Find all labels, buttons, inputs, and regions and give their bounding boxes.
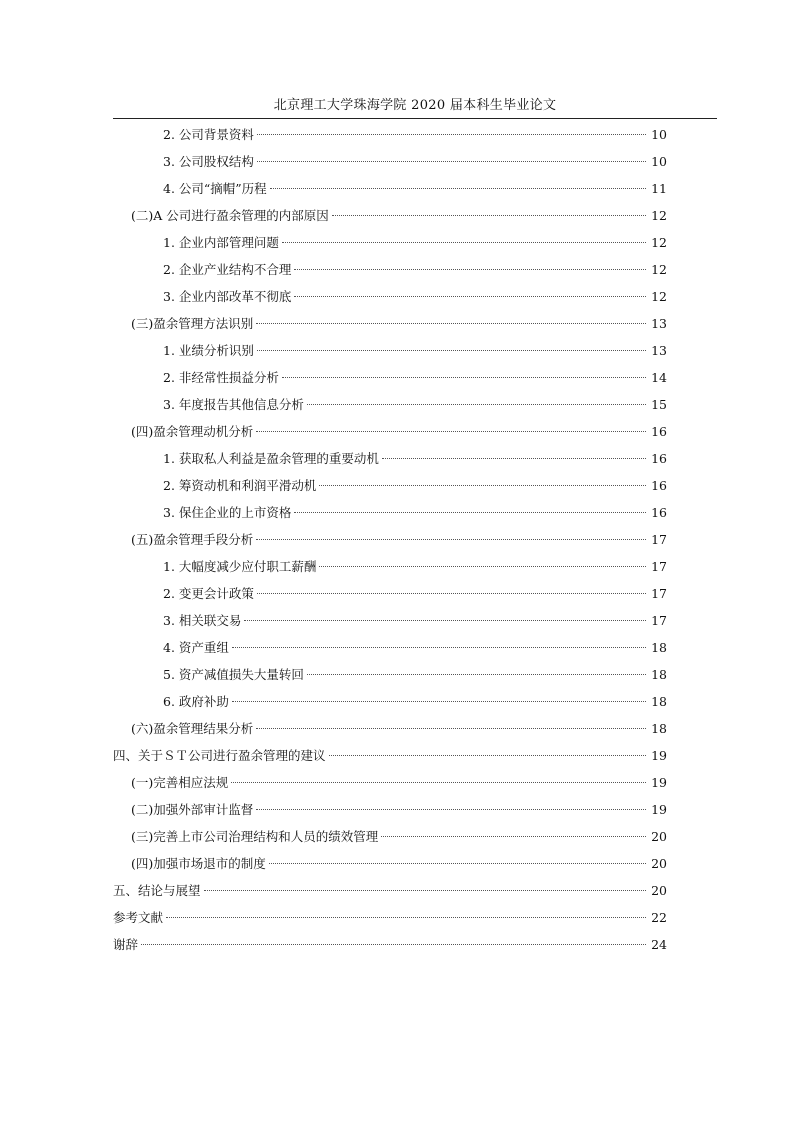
toc-entry-page-number: 12 [651, 289, 667, 304]
toc-entry-page-number: 17 [651, 532, 667, 547]
toc-entry[interactable] [113, 553, 667, 580]
toc-dot-leader [231, 782, 646, 783]
toc-dot-leader [382, 458, 646, 459]
toc-entry-title: 2. 筹资动机和利润平滑动机 [163, 478, 317, 493]
toc-entry[interactable] [113, 310, 667, 337]
toc-entry[interactable] [113, 364, 667, 391]
toc-entry-page-number: 17 [651, 613, 667, 628]
toc-dot-leader [257, 350, 646, 351]
toc-entry[interactable] [113, 418, 667, 445]
toc-entry-title: (四)加强市场退市的制度 [131, 856, 266, 871]
toc-entry[interactable] [113, 931, 667, 958]
toc-entry-page-number: 19 [651, 775, 667, 790]
toc-entry-title: 4. 公司“摘帽”历程 [163, 181, 267, 196]
toc-entry[interactable] [113, 796, 667, 823]
toc-entry-page-number: 13 [651, 316, 667, 331]
toc-entry-page-number: 10 [651, 154, 667, 169]
toc-entry-page-number: 16 [651, 478, 667, 493]
toc-dot-leader [257, 134, 646, 135]
toc-entry-page-number: 13 [651, 343, 667, 358]
toc-dot-leader [257, 593, 646, 594]
toc-entry[interactable] [113, 202, 667, 229]
toc-entry-page-number: 18 [651, 667, 667, 682]
toc-entry[interactable] [113, 904, 667, 931]
toc-entry-page-number: 12 [651, 262, 667, 277]
toc-dot-leader [332, 215, 646, 216]
toc-dot-leader [282, 377, 646, 378]
toc-dot-leader [269, 863, 646, 864]
toc-entry-title: 3. 公司股权结构 [163, 154, 254, 169]
header-divider [113, 118, 717, 119]
toc-entry-title: 3. 年度报告其他信息分析 [163, 397, 304, 412]
toc-entry[interactable] [113, 688, 667, 715]
toc-entry-title: 2. 非经常性损益分析 [163, 370, 279, 385]
toc-entry-title: (三)完善上市公司治理结构和人员的绩效管理 [131, 829, 379, 844]
toc-entry-title: (五)盈余管理手段分析 [131, 532, 254, 547]
toc-entry[interactable] [113, 148, 667, 175]
toc-entry-title: 四、关于ＳＴ公司进行盈余管理的建议 [113, 748, 326, 763]
toc-entry[interactable] [113, 823, 667, 850]
toc-entry-title: 1. 企业内部管理问题 [163, 235, 279, 250]
toc-entry-title: (二)加强外部审计监督 [131, 802, 254, 817]
toc-entry-title: (二)A 公司进行盈余管理的内部原因 [131, 208, 329, 223]
toc-entry[interactable] [113, 499, 667, 526]
toc-entry-title: 2. 企业产业结构不合理 [163, 262, 292, 277]
toc-dot-leader [319, 566, 646, 567]
toc-entry[interactable] [113, 256, 667, 283]
toc-entry-page-number: 16 [651, 505, 667, 520]
toc-dot-leader [307, 674, 646, 675]
toc-entry-page-number: 18 [651, 721, 667, 736]
toc-entry-page-number: 24 [651, 937, 667, 952]
toc-entry[interactable] [113, 742, 667, 769]
toc-entry-title: 1. 大幅度减少应付职工薪酬 [163, 559, 317, 574]
toc-entry[interactable] [113, 391, 667, 418]
toc-entry-title: 3. 相关联交易 [163, 613, 242, 628]
toc-dot-leader [294, 269, 646, 270]
toc-entry[interactable] [113, 850, 667, 877]
toc-dot-leader [141, 944, 646, 945]
toc-entry-page-number: 11 [651, 181, 667, 196]
toc-entry-title: (四)盈余管理动机分析 [131, 424, 254, 439]
toc-entry[interactable] [113, 877, 667, 904]
toc-entry-title: (三)盈余管理方法识别 [131, 316, 254, 331]
toc-entry-title: 1. 业绩分析识别 [163, 343, 254, 358]
toc-entry[interactable] [113, 175, 667, 202]
toc-dot-leader [232, 701, 646, 702]
toc-entry-page-number: 12 [651, 208, 667, 223]
toc-entry[interactable] [113, 607, 667, 634]
toc-dot-leader [256, 323, 646, 324]
page-header-title: 北京理工大学珠海学院 2020 届本科生毕业论文 [273, 98, 557, 113]
toc-dot-leader [256, 809, 646, 810]
toc-dot-leader [319, 485, 646, 486]
toc-entry-page-number: 16 [651, 424, 667, 439]
toc-entry[interactable] [113, 337, 667, 364]
toc-entry-title: 2. 变更会计政策 [163, 586, 254, 601]
toc-entry[interactable] [113, 445, 667, 472]
toc-dot-leader [329, 755, 646, 756]
toc-entry-page-number: 10 [651, 127, 667, 142]
toc-entry-page-number: 17 [651, 559, 667, 574]
toc-entry-page-number: 19 [651, 802, 667, 817]
toc-entry-page-number: 16 [651, 451, 667, 466]
toc-entry[interactable] [113, 229, 667, 256]
toc-dot-leader [244, 620, 646, 621]
toc-entry-title: 6. 政府补助 [163, 694, 229, 709]
toc-dot-leader [381, 836, 646, 837]
toc-entry-title: (六)盈余管理结果分析 [131, 721, 254, 736]
toc-dot-leader [270, 188, 646, 189]
toc-entry[interactable] [113, 634, 667, 661]
toc-dot-leader [232, 647, 646, 648]
toc-entry-page-number: 18 [651, 640, 667, 655]
toc-entry[interactable] [113, 121, 667, 148]
toc-entry-page-number: 15 [651, 397, 667, 412]
toc-entry[interactable] [113, 283, 667, 310]
toc-dot-leader [294, 296, 646, 297]
toc-entry-page-number: 22 [651, 910, 667, 925]
toc-dot-leader [307, 404, 646, 405]
toc-entry-page-number: 19 [651, 748, 667, 763]
toc-dot-leader [166, 917, 646, 918]
toc-entry[interactable] [113, 661, 667, 688]
toc-entry-page-number: 20 [651, 856, 667, 871]
toc-entry-page-number: 20 [651, 829, 667, 844]
toc-dot-leader [282, 242, 646, 243]
toc-dot-leader [256, 539, 646, 540]
toc-entry-page-number: 14 [651, 370, 667, 385]
toc-dot-leader [294, 512, 646, 513]
toc-entry-title: 2. 公司背景资料 [163, 127, 254, 142]
toc-entry-title: 谢辞 [113, 937, 139, 952]
toc-entry-title: 5. 资产减值损失大量转回 [163, 667, 304, 682]
toc-dot-leader [256, 431, 646, 432]
toc-dot-leader [256, 728, 646, 729]
toc-entry[interactable] [113, 715, 667, 742]
toc-entry-title: 4. 资产重组 [163, 640, 229, 655]
toc-entry-title: 参考文献 [113, 910, 164, 925]
toc-dot-leader [257, 161, 646, 162]
toc-entry[interactable] [113, 472, 667, 499]
toc-entry[interactable] [113, 769, 667, 796]
toc-entry-page-number: 12 [651, 235, 667, 250]
toc-entry-title: 3. 保住企业的上市资格 [163, 505, 292, 520]
toc-entry[interactable] [113, 526, 667, 553]
toc-entry-title: 3. 企业内部改革不彻底 [163, 289, 292, 304]
toc-entry-page-number: 18 [651, 694, 667, 709]
toc-entry-page-number: 20 [651, 883, 667, 898]
toc-entry-title: 五、结论与展望 [113, 883, 201, 898]
toc-entry[interactable] [113, 580, 667, 607]
toc-entry-page-number: 17 [651, 586, 667, 601]
toc-entry-title: 1. 获取私人利益是盈余管理的重要动机 [163, 451, 379, 466]
toc-entry-title: (一)完善相应法规 [131, 775, 229, 790]
table-of-contents [113, 121, 667, 958]
toc-dot-leader [204, 890, 646, 891]
